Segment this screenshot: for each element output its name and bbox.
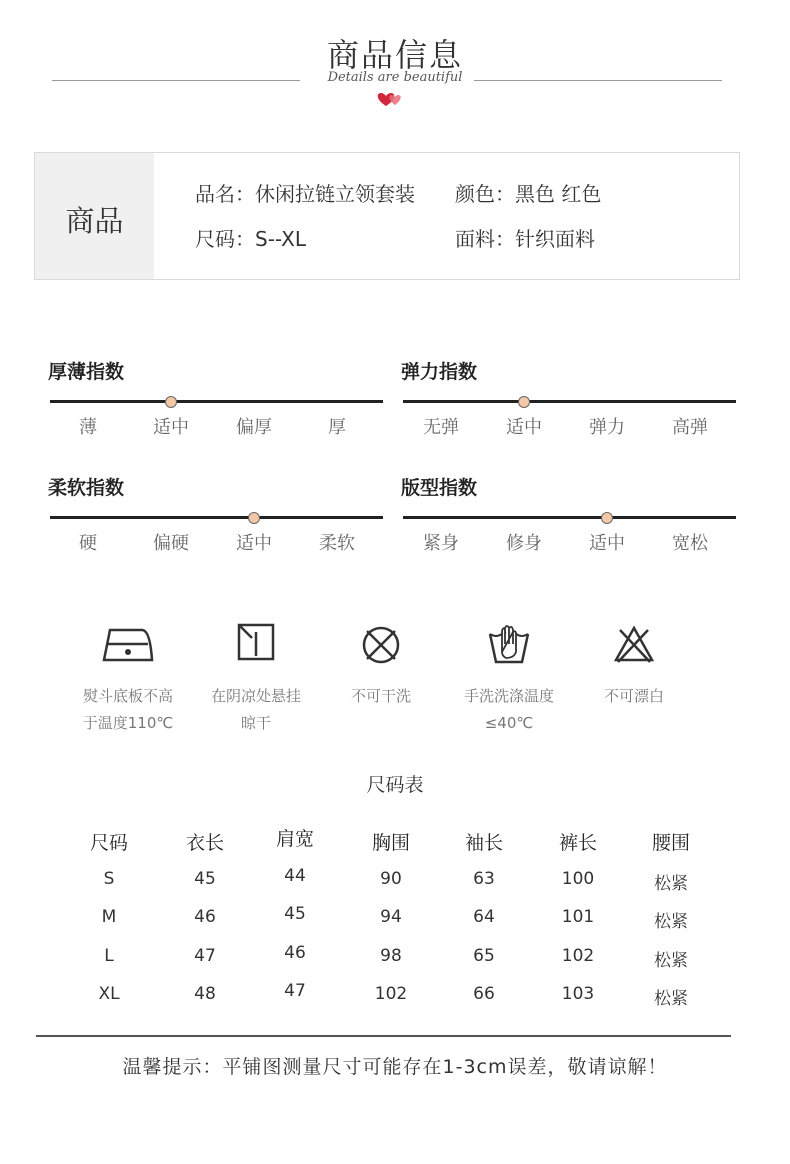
index-label: 偏厚 xyxy=(236,417,272,438)
size-table-cell: 45 xyxy=(194,869,216,889)
size-table-cell: 66 xyxy=(473,984,495,1004)
care-text-line-dry: 在阴凉处悬挂 晾干 xyxy=(210,687,301,732)
size-table-header: 裤长 xyxy=(558,832,597,854)
index-label: 无弹 xyxy=(423,417,459,438)
hand-wash-icon xyxy=(486,622,532,666)
care-text-iron: 熨斗底板不高 于温度110℃ xyxy=(82,687,174,732)
index-label: 厚 xyxy=(328,417,346,438)
size-table-header: 袖长 xyxy=(464,832,503,854)
index-scale-line xyxy=(403,516,736,519)
measurement-note: 温馨提示：平铺图测量尺寸可能存在1-3cm误差，敬请谅解！ xyxy=(122,1056,668,1078)
size-table-cell: 47 xyxy=(194,946,216,966)
index-marker-dot xyxy=(165,396,177,408)
index-label: 硬 xyxy=(79,533,97,554)
index-marker-dot xyxy=(248,512,260,524)
size-table-header: 尺码 xyxy=(89,832,128,854)
index-label: 高弹 xyxy=(672,417,708,438)
index-label: 适中 xyxy=(236,533,272,554)
size-table-cell: 48 xyxy=(194,984,216,1004)
index-label: 薄 xyxy=(79,417,97,438)
size-table-cell: 44 xyxy=(284,866,306,886)
index-label: 宽松 xyxy=(672,533,708,554)
size-table-cell: 100 xyxy=(561,869,595,889)
index-marker-dot xyxy=(518,396,530,408)
no-bleach-icon xyxy=(612,624,656,664)
size-table-cell: 松紧 xyxy=(654,874,688,894)
size-table-cell: 松紧 xyxy=(654,912,688,932)
hearts-icon xyxy=(374,90,416,108)
size-table-cell: 103 xyxy=(561,984,595,1004)
size-table-cell: 102 xyxy=(374,984,408,1004)
size-table-header: 肩宽 xyxy=(275,828,314,850)
size-table-cell: 松紧 xyxy=(654,951,688,971)
product-label-cell xyxy=(35,153,154,279)
page-subtitle: Details are beautiful xyxy=(327,70,463,85)
index-marker-dot xyxy=(601,512,613,524)
size-table-header: 腰围 xyxy=(651,832,690,854)
index-scale-line xyxy=(50,400,383,403)
size-table-cell: S xyxy=(103,869,115,889)
product-color: 颜色：黑色 红色 xyxy=(455,182,602,206)
size-table-cell: 94 xyxy=(380,907,402,927)
size-table-header: 胸围 xyxy=(371,832,410,854)
page-title: 商品信息 xyxy=(326,36,463,74)
no-dry-clean-icon xyxy=(360,624,402,666)
size-table-cell: 98 xyxy=(380,946,402,966)
index-title: 版型指数 xyxy=(401,477,478,499)
product-info-box xyxy=(34,152,740,280)
size-table-cell: 47 xyxy=(284,981,306,1001)
index-title: 柔软指数 xyxy=(48,477,125,499)
size-table-cell: 90 xyxy=(380,869,402,889)
index-label: 偏硬 xyxy=(153,533,189,554)
index-label: 弹力 xyxy=(589,417,625,438)
size-table-cell: XL xyxy=(98,984,120,1004)
product-label: 商品 xyxy=(65,204,124,238)
iron-icon xyxy=(100,622,156,664)
index-title: 弹力指数 xyxy=(401,361,478,383)
product-size: 尺码：S--XL xyxy=(195,227,306,251)
index-scale-line xyxy=(403,400,736,403)
care-text-hand-wash: 手洗洗涤温度 ≤40℃ xyxy=(463,687,554,732)
size-table-cell: 46 xyxy=(194,907,216,927)
index-label: 修身 xyxy=(506,533,542,554)
index-label: 柔软 xyxy=(319,533,355,554)
size-table-cell: 102 xyxy=(561,946,595,966)
index-title: 厚薄指数 xyxy=(48,361,125,383)
index-label: 适中 xyxy=(506,417,542,438)
size-table-cell: 65 xyxy=(473,946,495,966)
size-table-cell: 101 xyxy=(561,907,595,927)
product-fabric: 面料：针织面料 xyxy=(455,227,595,251)
care-text-no-dry-clean: 不可干洗 xyxy=(350,687,411,705)
size-table-cell: 46 xyxy=(284,943,306,963)
line-dry-shade-icon xyxy=(236,622,276,662)
index-label: 适中 xyxy=(589,533,625,554)
index-label: 紧身 xyxy=(423,533,459,554)
care-text-no-bleach: 不可漂白 xyxy=(603,687,664,705)
size-table-cell: 64 xyxy=(473,907,495,927)
size-table-cell: L xyxy=(104,946,114,966)
index-label: 适中 xyxy=(153,417,189,438)
size-table-cell: 63 xyxy=(473,869,495,889)
product-name: 品名：休闲拉链立领套装 xyxy=(195,182,415,206)
size-table-header: 衣长 xyxy=(185,832,224,854)
index-scale-line xyxy=(50,516,383,519)
size-table-title: 尺码表 xyxy=(366,774,424,796)
size-table-cell: M xyxy=(101,907,117,927)
size-table-cell: 松紧 xyxy=(654,989,688,1009)
bottom-divider xyxy=(36,1035,731,1037)
size-table-cell: 45 xyxy=(284,904,306,924)
